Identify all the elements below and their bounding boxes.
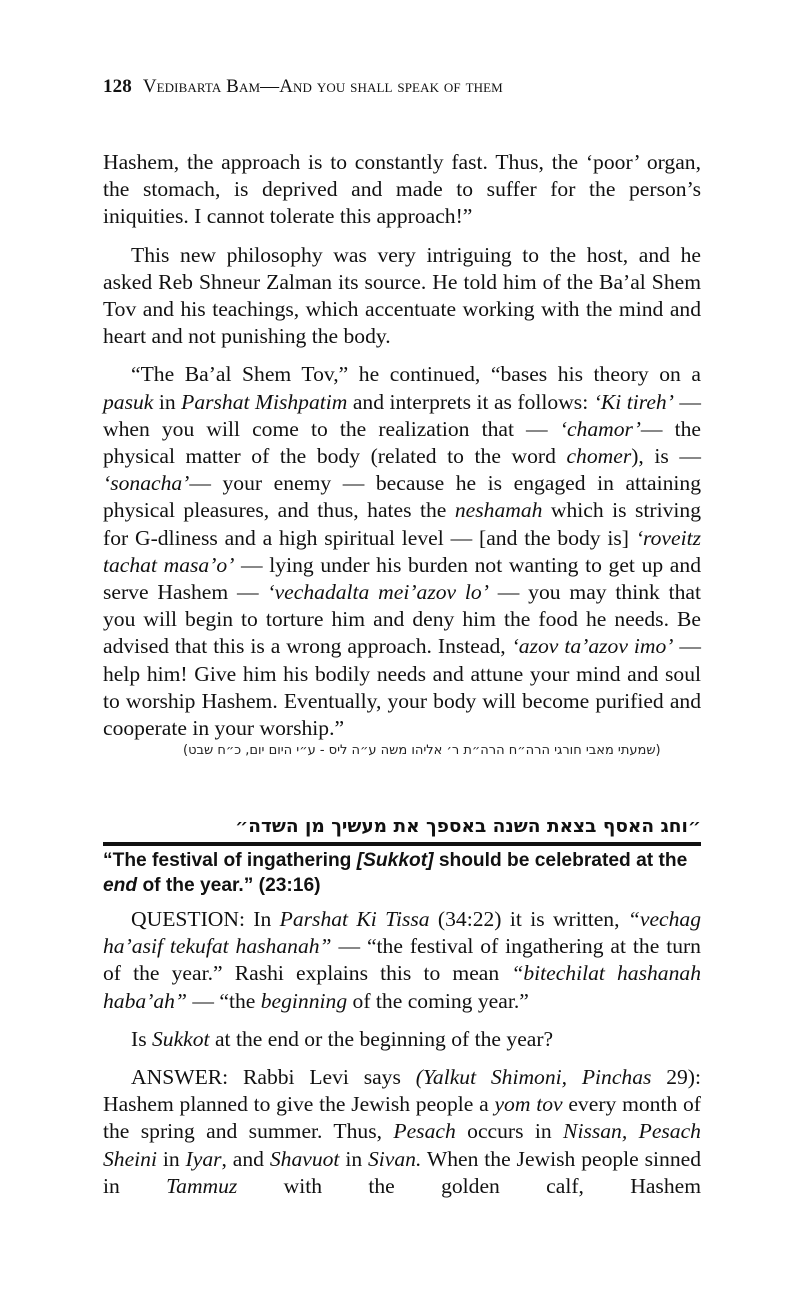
term-sonacha: ‘sonacha’ <box>103 471 190 496</box>
paragraph-philosophy: This new philosophy was very intriguing to the host, and he asked Reb Shneur Zalman its source. He told him of the Ba’al Shem Tov and his teachings, which accentuate working with the mind and heart and not punishing the body. <box>103 242 701 349</box>
paragraph-followup-question: Is Sukkot at the end or the beginning of the year? <box>131 1026 554 1051</box>
book-title: Vedibarta Bam—And you shall speak of them <box>142 76 503 97</box>
term-vechadalta: ‘vechadalta mei’azov lo’ <box>267 580 489 605</box>
paragraph-answer: ANSWER: Rabbi Levi says (Yalkut Shimoni, Pinchas 29): Hashem planned to give the Jewish people a yom tov every month of the spring and summer. Thus, Pesach occurs in Nissan, Pesach Sheini in Iyar, and Shavuot in Sivan. When the Jewish people sinned in Tammuz with the golden calf, Hashem <box>103 1065 702 1198</box>
running-head <box>103 76 503 98</box>
paragraph-continued: Hashem, the approach is to constantly fast. Thus, the ‘poor’ organ, the stomach, is deprived and made to suffer for the person’s iniquities. I cannot tolerate this approach!” <box>103 150 701 229</box>
section-divider <box>103 842 701 846</box>
page-number: 128 <box>103 76 132 97</box>
paragraph-question: QUESTION: In Parshat Ki Tissa (34:22) it is written, “vechag ha’asif tekufat hashanah” — “the festival of ingathering at the turn of the year.” Rashi explains this to mean “bitechilat hashanah haba’ah” — “the beginning of the coming year.” <box>103 907 702 1013</box>
section-heading-hebrew: ״וחג האסף בצאת השנה באספך את מעשיך מן השדה״ <box>235 816 701 837</box>
term-pasuk: pasuk <box>103 389 154 414</box>
story-section <box>103 149 701 760</box>
term-ki-tireh: ‘Ki tireh’ <box>593 389 674 414</box>
term-roveitz: ‘roveitz tachat masa’o’ <box>103 525 701 577</box>
term-chamor: ‘chamor’ <box>559 416 641 441</box>
term-neshamah: neshamah <box>454 498 543 523</box>
qa-section <box>103 906 701 1211</box>
paragraph-baal-shem-tov: “The Ba’al Shem Tov,” he continued, “bases his theory on a pasuk in Parshat Mishpatim and interprets it as follows: ‘Ki tireh’ — when you will come to the realization that — ‘chamor’— the physical matter of the body (related to the word chomer), is — ‘sonacha’— your enemy — because he is engaged in attaining physical pleasures, and thus, hates the neshamah which is striving for G-dliness and a high spiritual level — [and the body is] ‘roveitz tachat masa’o’ — lying under his burden not wanting to get up and serve Hashem — ‘vechadalta mei’azov lo’ — you may think that you will begin to torture him and deny him the food he needs. Be advised that this is a wrong approach. Instead, ‘azov ta’azov imo’ — help him! Give him his bodily needs and attune your mind and soul to worship Hashem. Eventually, your body will become purified and cooperate in your worship.” <box>103 362 702 741</box>
term-azov: ‘azov ta’azov imo’ <box>511 634 674 659</box>
hebrew-source-citation: (שמעתי מאבי חורגי הרה״ח הרה״ת ר׳ אליהו משה ע״ה ליס - ע״י היום יום, כ״ח שבט) <box>183 743 661 759</box>
term-chomer: chomer <box>566 444 632 469</box>
section-heading-english: “The festival of ingathering [Sukkot] should be celebrated at the end of the year.” (23:16) <box>103 850 688 896</box>
term-parshat-mishpatim: Parshat Mishpatim <box>181 389 348 414</box>
